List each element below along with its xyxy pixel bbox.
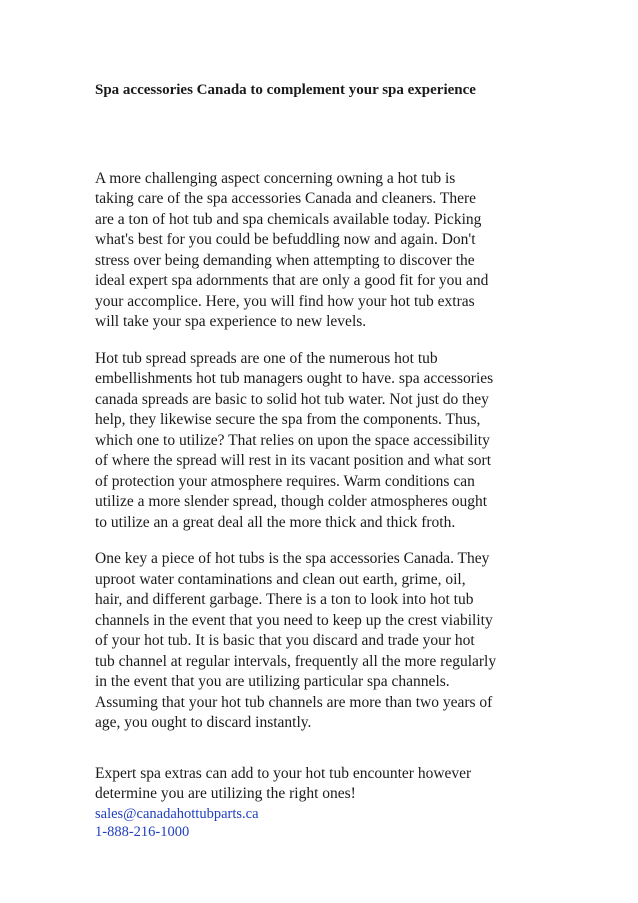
paragraph-line: One key a piece of hot tubs is the spa accessories Canada. They bbox=[95, 550, 490, 567]
paragraph-line: in the event that you are utilizing particular spa channels. bbox=[95, 673, 450, 690]
paragraph-line: A more challenging aspect concerning owning a hot tub is bbox=[95, 169, 456, 187]
paragraph-line: ideal expert spa adornments that are only a good fit for you and bbox=[95, 272, 489, 289]
paragraph-line: taking care of the spa accessories Canada and cleaners. There bbox=[95, 190, 476, 207]
paragraph-line: what's best for you could be befuddling now and again. Don't bbox=[95, 231, 476, 248]
paragraph-line: uproot water contaminations and clean out earth, grime, oil, bbox=[95, 570, 466, 588]
paragraph-line: of your hot tub. It is basic that you discard and trade your hot bbox=[95, 632, 475, 649]
paragraph-line: which one to utilize? That relies on upon the space accessibility bbox=[95, 431, 490, 449]
paragraph-line: hair, and different garbage. There is a ton to look into hot tub bbox=[95, 591, 474, 608]
phone-link[interactable]: 1-888-216-1000 bbox=[95, 823, 190, 840]
paragraph-2 bbox=[95, 349, 555, 534]
paragraph-line: of where the spread will rest in its vacant position and what sort bbox=[95, 452, 492, 469]
paragraph-line: utilize a more slender spread, though colder atmospheres ought bbox=[95, 493, 488, 510]
contact-block bbox=[95, 805, 555, 841]
paragraph-line: of protection your atmosphere requires. Warm conditions can bbox=[95, 472, 475, 490]
closing-paragraph bbox=[95, 764, 555, 805]
paragraph-line: stress over being demanding when attempting to discover the bbox=[95, 251, 475, 269]
paragraph-line: help, they likewise secure the spa from the components. Thus, bbox=[95, 411, 481, 428]
paragraph-line: tub channel at regular intervals, frequently all the more regularly bbox=[95, 652, 497, 670]
paragraph-line: Assuming that your hot tub channels are more than two years of bbox=[95, 693, 493, 711]
document-body bbox=[95, 80, 555, 841]
paragraph-line: age, you ought to discard instantly. bbox=[95, 714, 312, 731]
paragraph-line: channels in the event that you need to keep up the crest viability bbox=[95, 611, 493, 629]
paragraph-line: Hot tub spread spreads are one of the numerous hot tub bbox=[95, 349, 438, 367]
paragraph-line: canada spreads are basic to solid hot tub water. Not just do they bbox=[95, 390, 489, 408]
paragraph-line: embellishments hot tub managers ought to have. spa accessories bbox=[95, 370, 494, 387]
paragraph-line: are a ton of hot tub and spa chemicals available today. Picking bbox=[95, 210, 482, 228]
paragraph-line: to utilize an a great deal all the more thick and thick froth. bbox=[95, 513, 456, 531]
paragraph-1 bbox=[95, 169, 555, 333]
paragraph-line: your accomplice. Here, you will find how your hot tub extras bbox=[95, 292, 475, 310]
paragraph-3 bbox=[95, 549, 555, 734]
paragraph-line: will take your spa experience to new levels. bbox=[95, 313, 367, 330]
closing-line: Expert spa extras can add to your hot tub encounter however bbox=[95, 764, 472, 782]
document-title: Spa accessories Canada to complement your spa experience bbox=[95, 82, 476, 98]
closing-line: determine you are utilizing the right ones! bbox=[95, 785, 356, 802]
email-link[interactable]: sales@canadahottubparts.ca bbox=[95, 805, 259, 822]
